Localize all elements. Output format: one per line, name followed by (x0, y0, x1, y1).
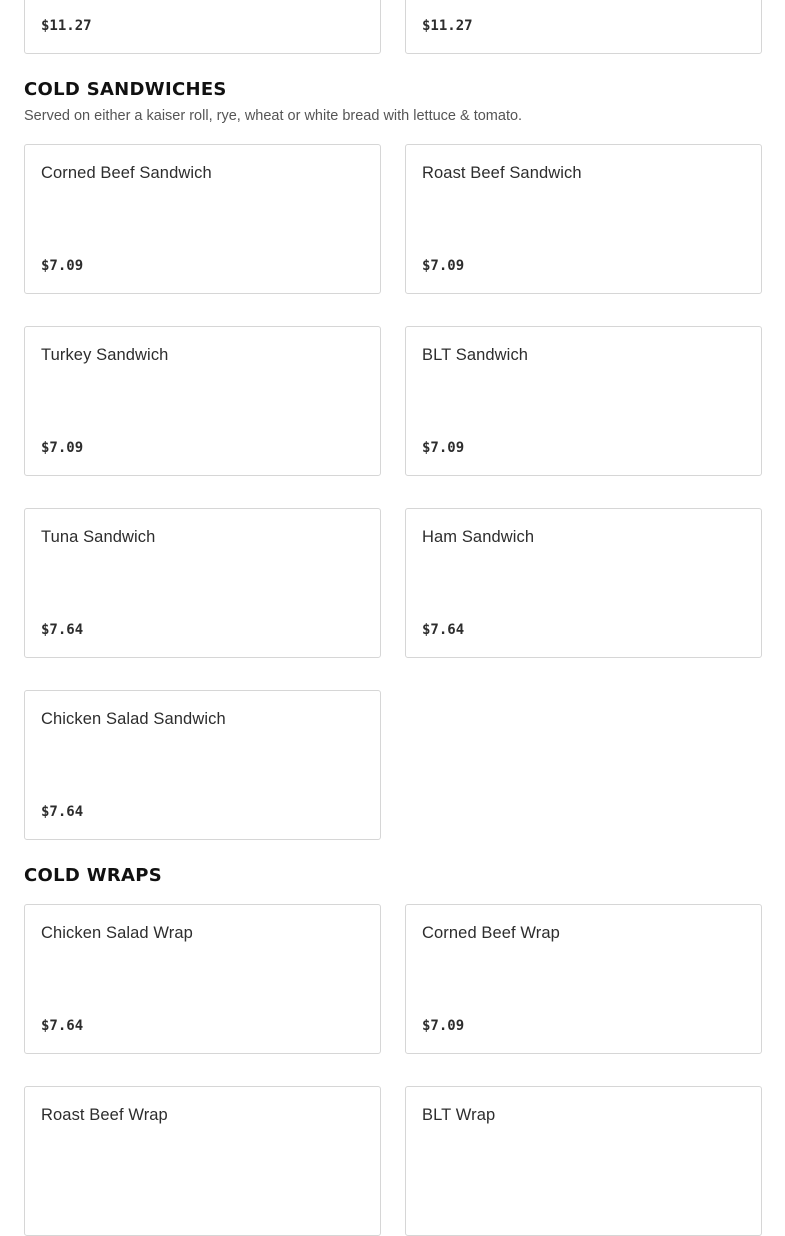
menu-item-price: $7.64 (422, 622, 465, 638)
menu-item-name: Chicken Salad Wrap (41, 924, 193, 942)
menu-item-card[interactable] (405, 144, 762, 294)
menu-item-price: $7.09 (422, 1018, 465, 1034)
menu-item-price: $11.27 (422, 18, 473, 34)
section-description-cold-sandwiches: Served on either a kaiser roll, rye, wheat or white bread with lettuce & tomato. (24, 108, 523, 124)
menu-item-name: Roast Beef Wrap (41, 1106, 168, 1124)
menu-item-name: BLT Wrap (422, 1106, 496, 1124)
menu-item-card[interactable] (24, 904, 381, 1054)
menu-item-card[interactable] (24, 144, 381, 294)
menu-item-card[interactable] (405, 0, 762, 54)
menu-item-price: $7.09 (422, 258, 465, 274)
menu-item-card[interactable] (24, 0, 381, 54)
menu-item-card[interactable] (405, 326, 762, 476)
menu-item-name: Corned Beef Wrap (422, 924, 560, 942)
menu-item-card[interactable] (24, 1086, 381, 1236)
menu-item-name: Tuna Sandwich (41, 528, 156, 546)
section-title-cold-wraps: COLD WRAPS (24, 865, 162, 886)
menu-item-name: Chicken Salad Sandwich (41, 710, 226, 728)
menu-item-price: $7.64 (41, 622, 84, 638)
menu-item-card[interactable] (24, 690, 381, 840)
menu-item-card[interactable] (405, 508, 762, 658)
menu-item-price: $7.64 (41, 804, 84, 820)
menu-item-price: $7.64 (41, 1018, 84, 1034)
menu-item-name: Roast Beef Sandwich (422, 164, 582, 182)
menu-item-price: $7.09 (41, 258, 84, 274)
menu-item-price: $7.09 (422, 440, 465, 456)
menu-item-price: $7.09 (41, 440, 84, 456)
menu-item-name: Turkey Sandwich (41, 346, 169, 364)
menu-item-name: Ham Sandwich (422, 528, 535, 546)
menu-item-card[interactable] (405, 904, 762, 1054)
section-title-cold-sandwiches: COLD SANDWICHES (24, 79, 227, 100)
menu-item-name: BLT Sandwich (422, 346, 529, 364)
menu-item-card[interactable] (405, 1086, 762, 1236)
menu-item-card[interactable] (24, 326, 381, 476)
menu-item-name: Corned Beef Sandwich (41, 164, 212, 182)
menu-item-price: $11.27 (41, 18, 92, 34)
menu-item-card[interactable] (24, 508, 381, 658)
